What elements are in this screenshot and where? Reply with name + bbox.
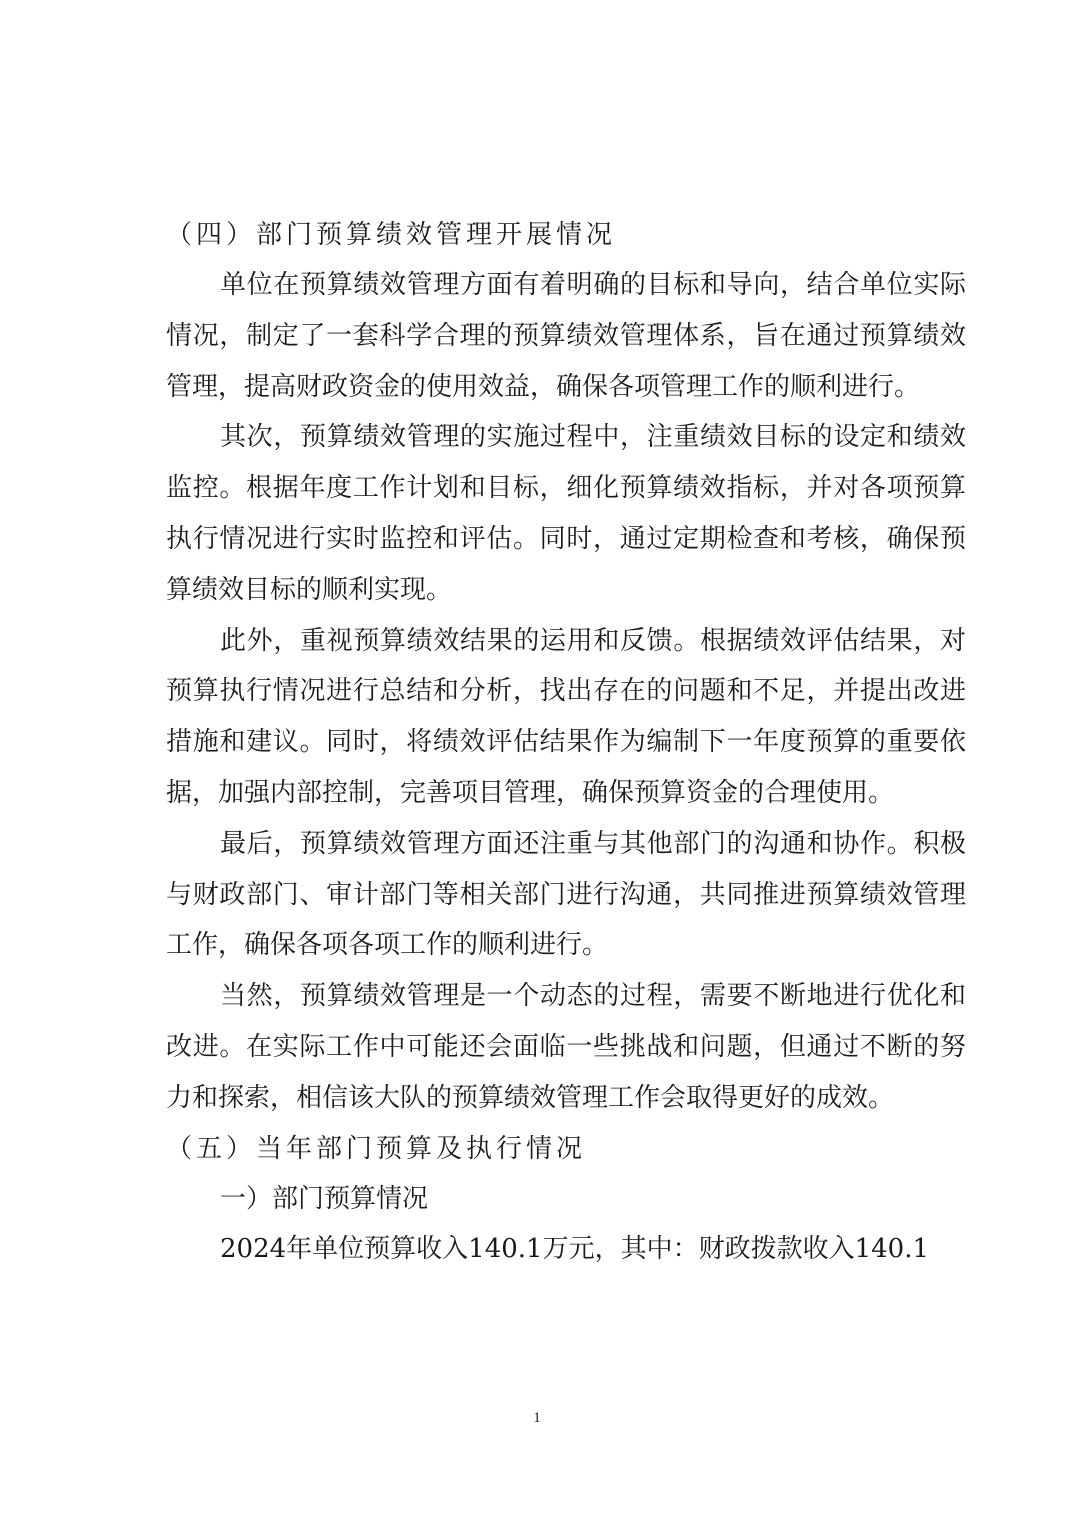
page-number: 1	[533, 1410, 541, 1426]
section-four-paragraph-3: 此外，重视预算绩效结果的运用和反馈。根据绩效评估结果，对预算执行情况进行总结和分析，找出存在的问题和不足，并提出改进措施和建议。同时，将绩效评估结果作为编制下一年度预算的重要依据，加强内部控制，完善项目管理，确保预算资金的合理使用。	[166, 625, 966, 808]
section-four-paragraph-1: 单位在预算绩效管理方面有着明确的目标和导向，结合单位实际情况，制定了一套科学合理的预算绩效管理体系，旨在通过预算绩效管理，提高财政资金的使用效益，确保各项管理工作的顺利进行。	[166, 270, 966, 402]
document-body	[166, 210, 966, 1274]
section-four-paragraph-4: 最后，预算绩效管理方面还注重与其他部门的沟通和协作。积极与财政部门、审计部门等相关部门进行沟通，共同推进预算绩效管理工作，确保各项各项工作的顺利进行。	[166, 828, 966, 961]
section-five-subheading: 一）部门预算情况	[220, 1183, 429, 1214]
section-four-paragraph-2: 其次，预算绩效管理的实施过程中，注重绩效目标的设定和绩效监控。根据年度工作计划和目标，细化预算绩效指标，并对各项预算执行情况进行实时监控和评估。同时，通过定期检查和考核，确保预算绩效目标的顺利实现。	[166, 422, 966, 605]
section-five-paragraph: 2024年单位预算收入140.1万元，其中：财政拨款收入140.1	[220, 1233, 930, 1264]
section-four-paragraph-5: 当然，预算绩效管理是一个动态的过程，需要不断地进行优化和改进。在实际工作中可能还会面临一些挑战和问题，但通过不断的努力和探索，相信该大队的预算绩效管理工作会取得更好的成效。	[166, 981, 966, 1113]
section-four-heading: （四）部门预算绩效管理开展情况	[166, 220, 617, 250]
section-five-heading: （五）当年部门预算及执行情况	[166, 1133, 587, 1164]
